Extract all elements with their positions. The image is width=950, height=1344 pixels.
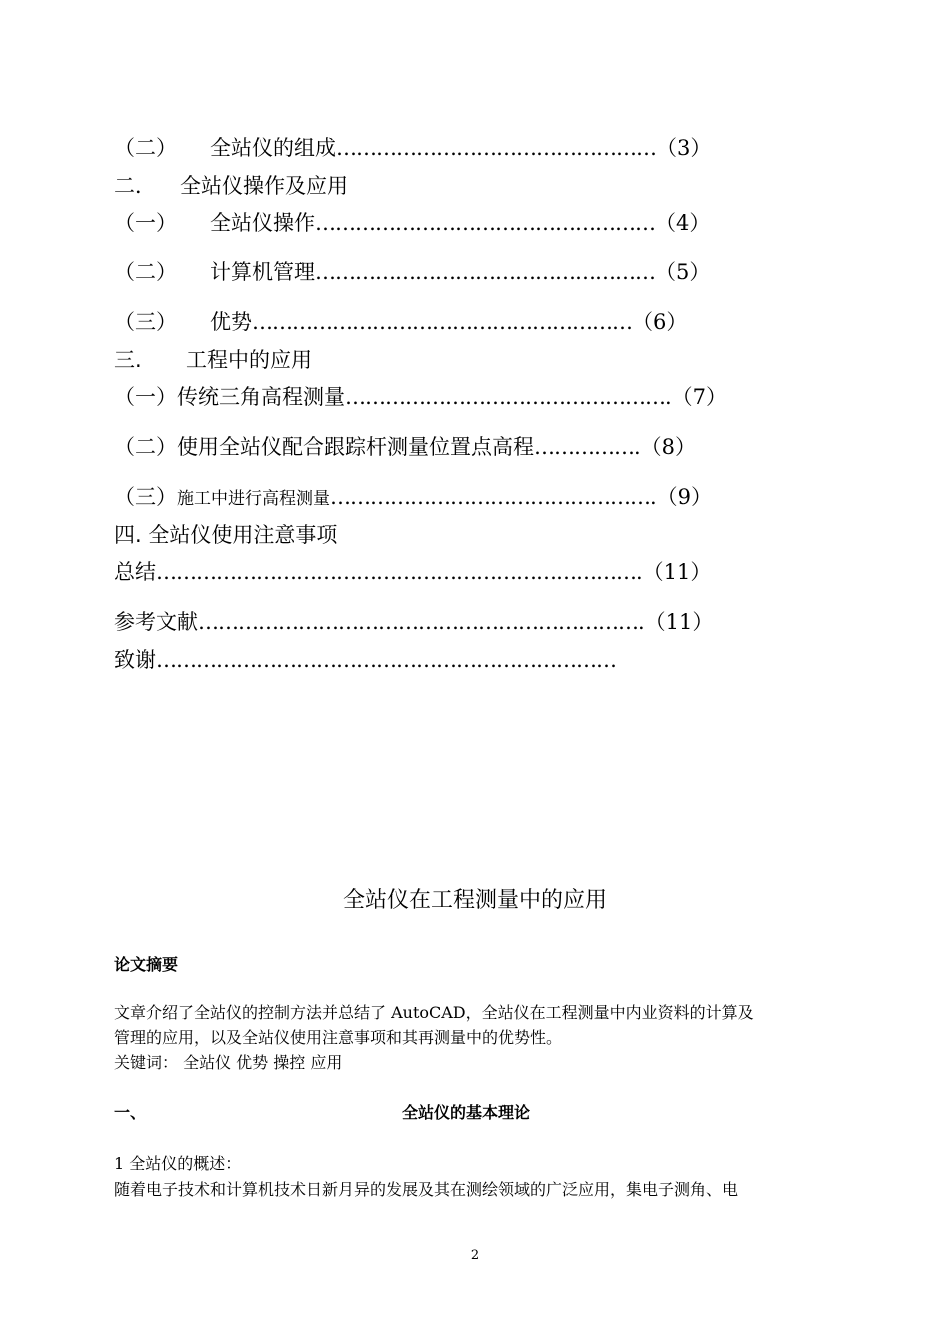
toc-entry[interactable]: [114, 209, 794, 237]
toc-leader-dots: ……………………………………………: [315, 211, 655, 235]
toc-chapter-number: 三.: [114, 348, 142, 372]
toc-leader-dots: …………………………………………………: [252, 310, 632, 334]
toc-entry-number: （二）: [114, 435, 177, 459]
toc-chapter-title: 四. 全站仪使用注意事项: [114, 523, 338, 547]
toc-leader-dots: …………………………………………: [345, 385, 665, 409]
paragraph-line: 随着电子技术和计算机技术日新月异的发展及其在测绘领域的广泛应用，集电子测角、电: [114, 1180, 739, 1199]
toc-chapter-heading[interactable]: [114, 172, 348, 200]
page-number: 2: [470, 1248, 480, 1263]
toc-entry-number: （二）: [114, 260, 177, 284]
toc-entry-title: 计算机管理: [210, 260, 315, 284]
toc-entry[interactable]: [114, 383, 794, 411]
toc-page-ref: （3）: [656, 136, 712, 160]
toc-entry[interactable]: [114, 483, 794, 513]
toc-leader-dots: …………………………………………: [336, 136, 656, 160]
toc-entry-title: 全站仪操作: [210, 211, 315, 235]
toc-entry[interactable]: [114, 258, 794, 286]
toc-entry[interactable]: [114, 433, 794, 461]
toc-entry-title: 全站仪的组成: [210, 136, 336, 160]
toc-entry-number: （三）: [114, 485, 177, 509]
toc-entry-title: 使用全站仪配合跟踪杆测量位置点高程: [177, 435, 534, 459]
toc-entry[interactable]: [114, 646, 794, 674]
toc-chapter-heading[interactable]: [114, 521, 337, 549]
toc-entry-number: （三）: [114, 310, 177, 334]
toc-page-ref: （4）: [655, 211, 711, 235]
toc-page-ref: .（8）: [634, 435, 697, 459]
toc-entry-number: （一）: [114, 211, 177, 235]
toc-page-ref: .（9）: [650, 485, 713, 509]
toc-entry-title: 致谢: [114, 648, 156, 672]
toc-entry-title: 参考文献: [114, 610, 198, 634]
toc-entry[interactable]: [114, 608, 794, 636]
toc-leader-dots: ………………………………………………………………: [156, 560, 636, 584]
toc-page-ref: .（11）: [636, 560, 712, 584]
document-title: 全站仪在工程测量中的应用: [342, 888, 607, 913]
toc-entry-title: 传统三角高程测量: [177, 385, 345, 409]
toc-leader-dots: …………………………………………: [330, 485, 650, 509]
toc-entry[interactable]: [114, 308, 794, 336]
toc-entry-number: （二）: [114, 136, 177, 160]
toc-entry-number: （一）: [114, 385, 177, 409]
toc-page-ref: （6）: [632, 310, 688, 334]
abstract-heading: 论文摘要: [114, 955, 179, 974]
abstract-line: 文章介绍了全站仪的控制方法并总结了 AutoCAD，全站仪在工程测量中内业资料的计算及: [114, 1003, 754, 1022]
toc-leader-dots: ……………………………………………: [315, 260, 655, 284]
toc-entry[interactable]: [114, 134, 794, 162]
toc-chapter-number: 二．: [114, 174, 156, 198]
toc-leader-dots: ……………………………………………………………: [156, 648, 616, 672]
toc-page-ref: .（11）: [638, 610, 714, 634]
toc-entry-title: 施工中进行高程测量: [177, 489, 330, 509]
toc-entry-title: 总结: [114, 560, 156, 584]
toc-chapter-title: 全站仪操作及应用: [180, 174, 348, 198]
toc-entry-title: 优势: [210, 310, 252, 334]
toc-page-ref: （5）: [655, 260, 711, 284]
keywords-line: 关键词： 全站仪 优势 操控 应用: [114, 1053, 343, 1072]
section-title: 全站仪的基本理论: [402, 1103, 531, 1122]
section-number: 一、: [114, 1103, 147, 1122]
paragraph-heading: 1 全站仪的概述：: [114, 1154, 242, 1173]
toc-leader-dots: …………………………………………………………: [198, 610, 638, 634]
toc-page-ref: .（7）: [665, 385, 728, 409]
toc-chapter-title: 工程中的应用: [186, 348, 312, 372]
toc-leader-dots: ……………: [534, 435, 634, 459]
toc-chapter-heading[interactable]: [114, 346, 312, 374]
toc-entry[interactable]: [114, 558, 794, 586]
abstract-line: 管理的应用，以及全站仪使用注意事项和其再测量中的优势性。: [114, 1028, 563, 1047]
